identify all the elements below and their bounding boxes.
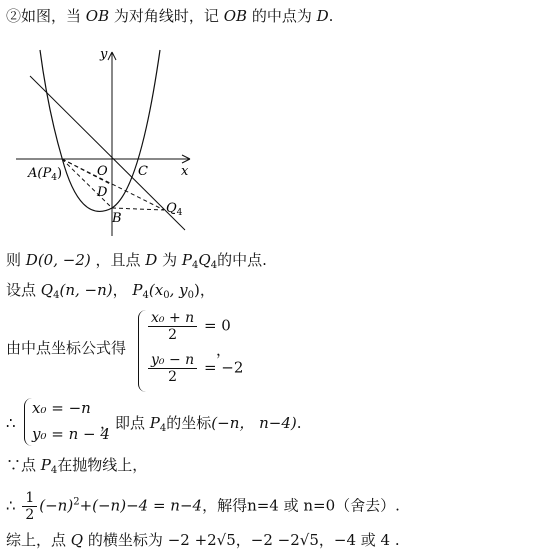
therefore-sign-1 (6, 413, 16, 433)
conclusion-prefix: 综上，点 (6, 531, 67, 549)
midpoint-q: Q (198, 251, 211, 269)
point-d-fig-label: D (97, 185, 108, 200)
half-numerator: 1 (22, 490, 37, 507)
half-denominator: 2 (25, 507, 35, 523)
assume-q-coord: (n, −n) (59, 281, 113, 299)
midpoint-mid-2: 为 (162, 251, 178, 269)
intro-mid-2: 的中点为 (251, 7, 312, 25)
therefore-symbol-2: ∴ (6, 496, 16, 515)
diagonal-line (30, 76, 185, 230)
assume-sep: ， (112, 281, 128, 299)
assume-y-sub: 0 (187, 290, 194, 301)
p4-coord-mid-2: 的坐标 (166, 414, 212, 432)
p4-coord-mid: ，即点 (100, 414, 146, 432)
dashed-b-q (112, 208, 164, 210)
solution-eq-2-text: y₀ = n − 4 (32, 425, 110, 443)
equation-1-rhs: = 0 (203, 316, 231, 335)
y-axis-label: y (100, 47, 108, 62)
on-parabola-p-sub: 4 (50, 465, 58, 476)
therefore-symbol-1: ∴ (6, 414, 16, 432)
conclusion-values: −2 +2√5，−2 −2√5，−4 或 4 . (167, 531, 400, 549)
solve-mid: ，解得 (202, 496, 248, 515)
equation-1-fraction (148, 310, 197, 343)
assume-q: Q (40, 281, 54, 299)
midpoint-formula-prefix (6, 338, 126, 358)
because-text: ∵点 (6, 456, 37, 474)
solution-brace (24, 398, 32, 446)
intro-mid: 为对角线时，记 (113, 7, 219, 25)
assume-q-sub: 4 (53, 290, 60, 301)
assume-p-open: (x (148, 281, 164, 299)
intro-line (6, 6, 333, 26)
assume-x-sub: 0 (163, 290, 170, 301)
point-a-label: $A(P_4)$ (28, 166, 63, 183)
point-b-label: B (112, 211, 122, 226)
solution-eq-2 (32, 424, 110, 444)
p4-coord-value: (−n， n−4) (211, 414, 297, 432)
p4-coord-p: P (149, 414, 160, 432)
assume-p-close: )， (193, 281, 215, 299)
solve-solution: n=4 或 n=0（舍去）. (247, 496, 400, 515)
midpoint-q-sub: 4 (210, 260, 218, 271)
midpoint-mid: ，且点 (95, 251, 141, 269)
solution-eq-1-text: x₀ = −n (32, 399, 91, 417)
conclusion-line (6, 530, 400, 550)
p4-coord-p-sub: 4 (159, 423, 167, 434)
conclusion-mid: 的横坐标为 (87, 531, 163, 549)
p4-coord-line (100, 413, 302, 439)
solution-eq-1 (32, 398, 91, 418)
equation-2-denominator: 2 (168, 369, 178, 385)
equation-2-fraction (148, 352, 197, 385)
midpoint-line (6, 250, 267, 276)
midpoint-prefix: 则 (6, 251, 22, 269)
midpoint-end: 的中点. (217, 251, 267, 269)
equation-comma (216, 340, 231, 360)
p4-coord-end: . (296, 414, 302, 432)
dashed-a-q (62, 159, 164, 210)
midpoint-p-sub: 4 (192, 260, 199, 271)
point-c-label: C (138, 164, 148, 179)
midpoint-d: D (145, 251, 158, 269)
assume-p-sub: 4 (142, 290, 149, 301)
on-parabola-end: 在抛物线上， (57, 456, 148, 474)
intro-end: . (328, 7, 334, 25)
point-d-label: D (316, 7, 329, 25)
parabola-figure (0, 40, 210, 240)
point-q-label: $Q_4$ (166, 201, 183, 218)
origin-label: O (97, 164, 108, 179)
conclusion-q: Q (70, 531, 84, 549)
solve-expr-2: +(−n)−4 = n−4 (79, 496, 203, 515)
equation-solve-line (6, 490, 400, 523)
x-axis-label: x (181, 164, 189, 179)
segment-ob-2: OB (223, 7, 248, 25)
assume-prefix: 设点 (6, 281, 37, 299)
formula-prefix-text: 由中点坐标公式得 (6, 339, 127, 357)
solve-expr: (−n) (39, 496, 74, 515)
half-fraction (22, 490, 37, 523)
on-parabola-p: P (40, 456, 51, 474)
point-d-coord: D(0, −2) (25, 251, 91, 269)
on-parabola-line (6, 455, 147, 481)
segment-ob: OB (85, 7, 110, 25)
assume-line (6, 280, 215, 306)
equation-2-rhs: = −2 (203, 358, 244, 377)
midpoint-p: P (181, 251, 192, 269)
equation-1 (146, 310, 231, 343)
assume-p-mid: , y (169, 281, 188, 299)
assume-p: P (132, 281, 143, 299)
intro-prefix: ②如图，当 (6, 7, 82, 25)
equation-comma-text: ， (216, 341, 232, 359)
equation-2-numerator: y₀ − n (148, 352, 197, 369)
equation-1-numerator: x₀ + n (148, 310, 197, 327)
equation-1-denominator: 2 (168, 327, 178, 343)
solve-sup: 2 (73, 496, 80, 508)
